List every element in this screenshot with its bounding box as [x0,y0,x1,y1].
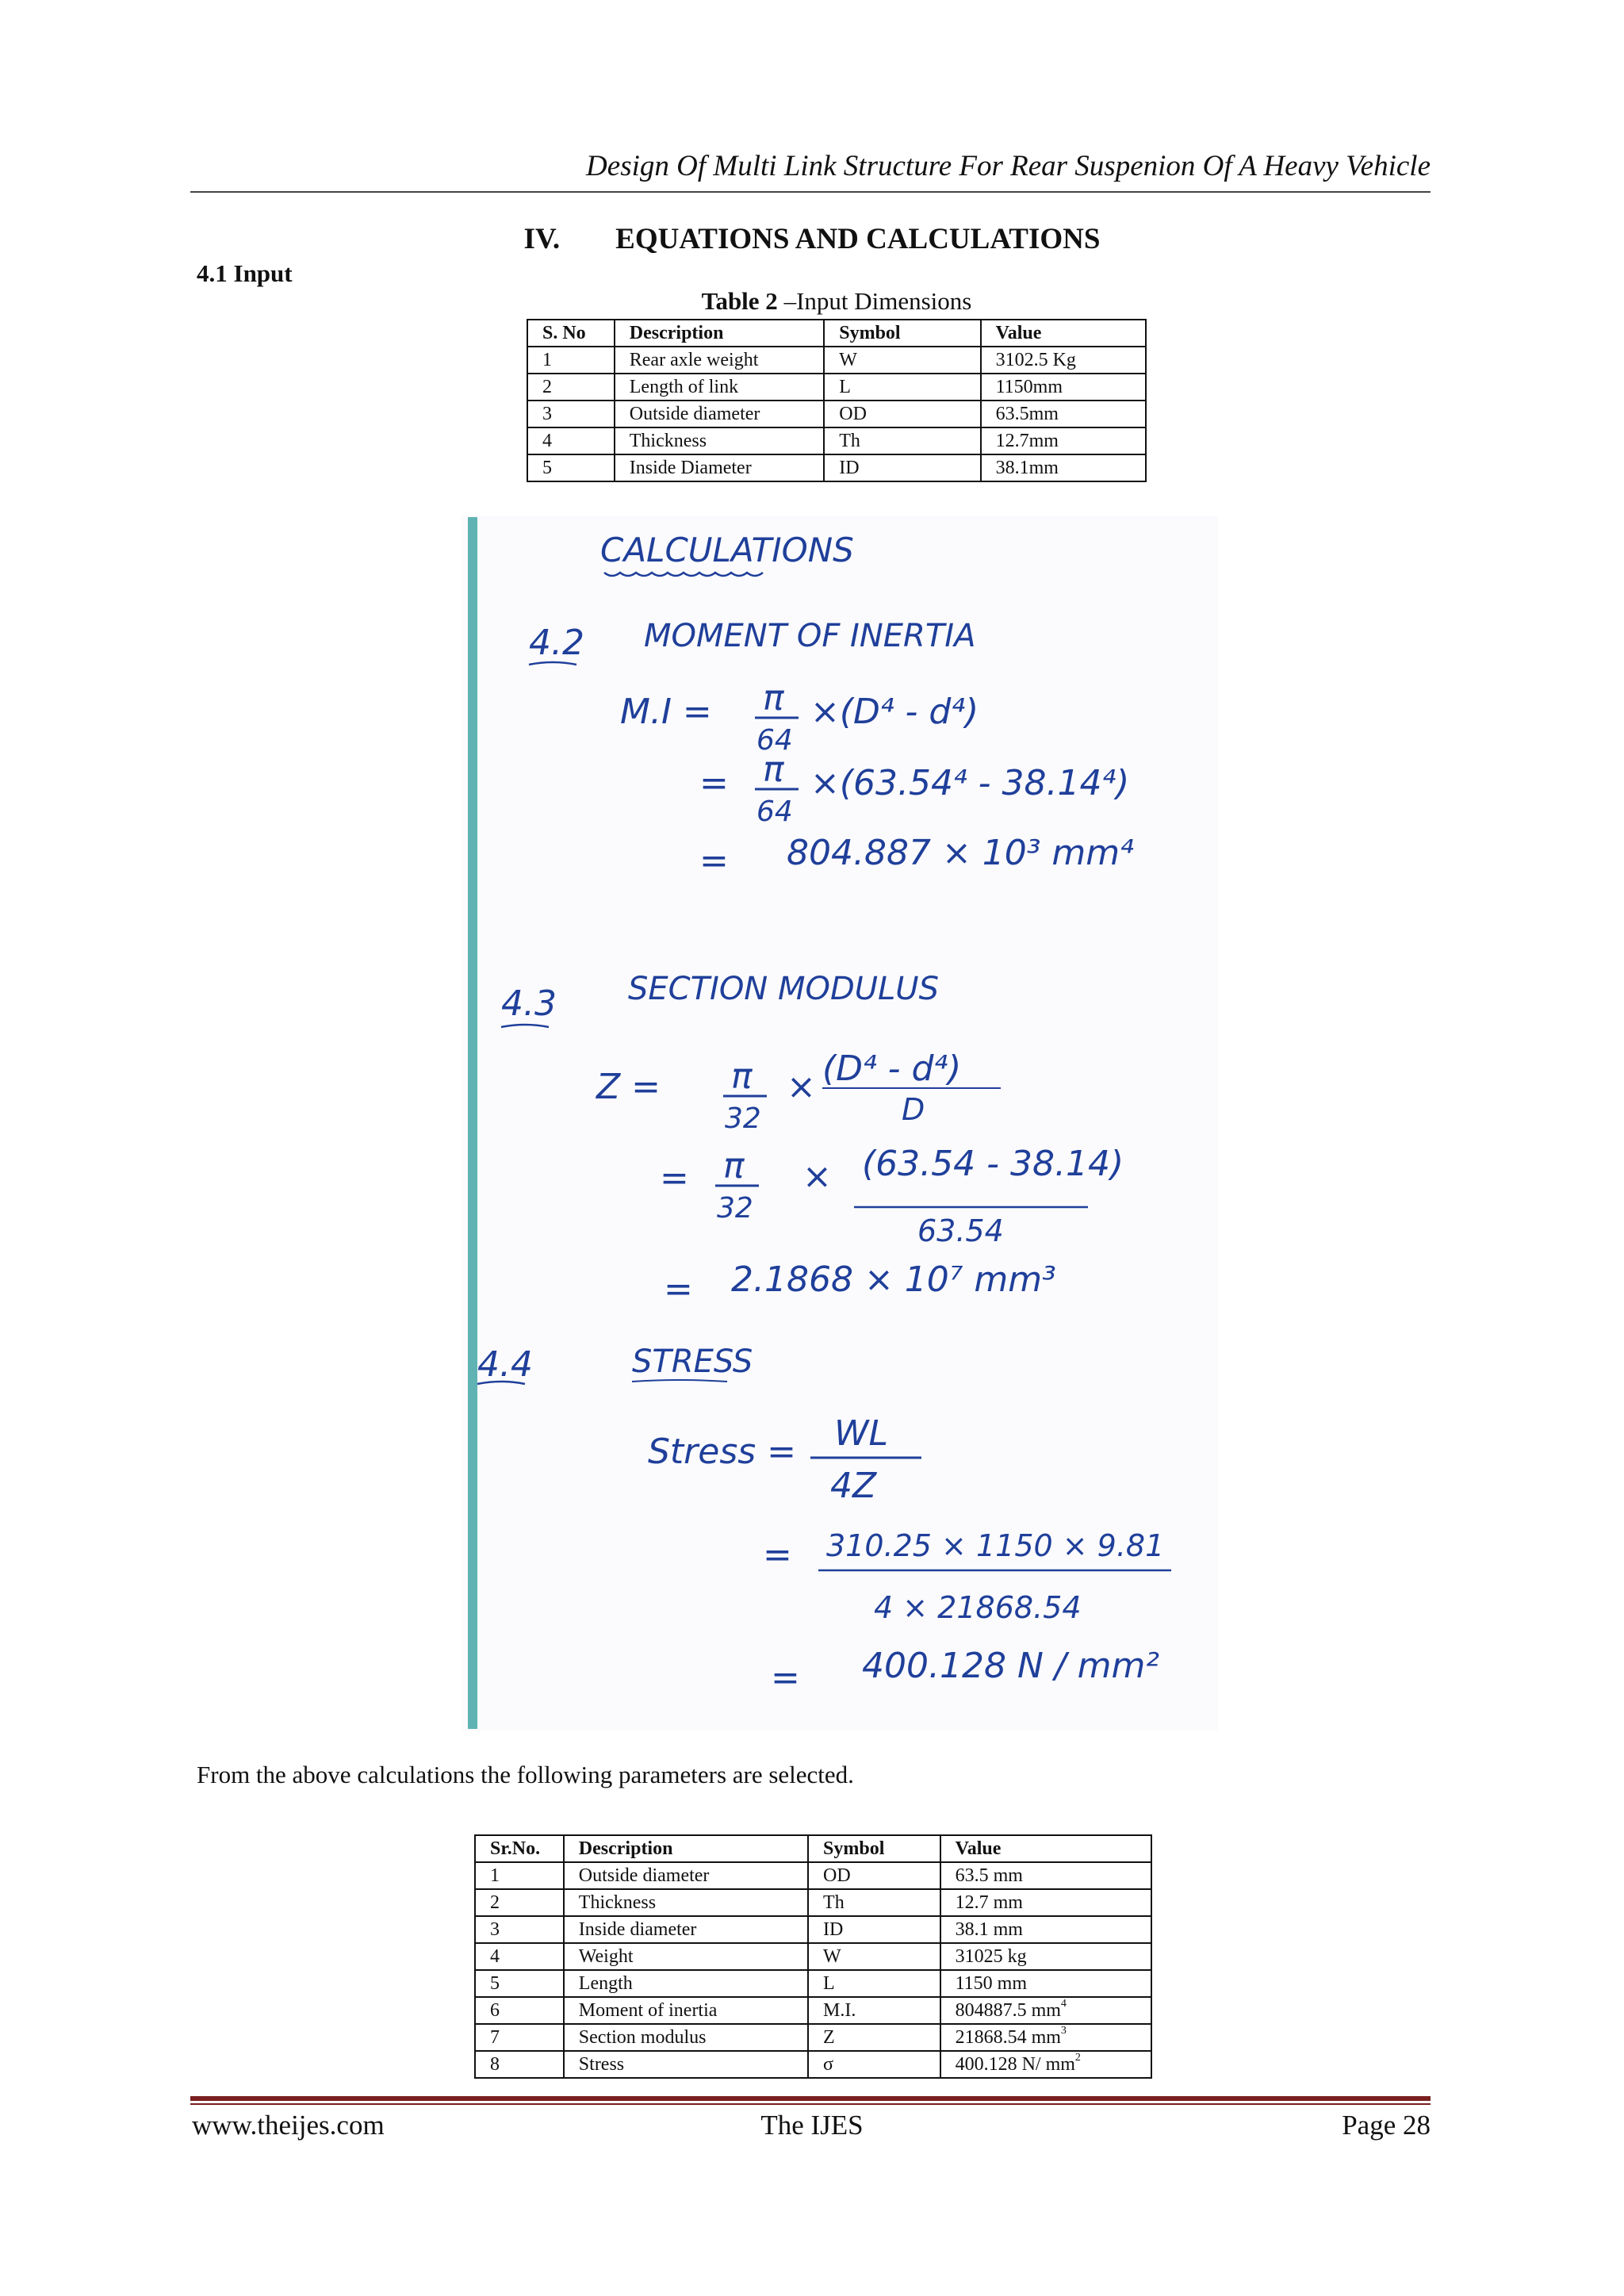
selected-parameters-table [474,1834,1152,2079]
table-cell: Weight [564,1943,808,1970]
table-cell: 63.5mm [981,401,1146,427]
table-2-caption [527,287,1147,316]
value-text: 804887.5 mm [955,2000,1061,2021]
stress-substitution-numerator: 310.25 × 1150 × 9.81 [826,1528,1165,1563]
table-header-cell: Sr.No. [475,1835,564,1862]
table-row [527,347,1146,374]
table-row [527,427,1146,454]
mi-pi: π [763,678,784,719]
footer-website: www.theijes.com [192,2110,385,2141]
table-cell: 1150mm [981,374,1146,401]
table-header-cell: Value [940,1835,1151,1862]
footer-page-number: Page 28 [1342,2110,1431,2141]
stress-result: 400.128 N / mm² [862,1646,1160,1686]
table-cell: Moment of inertia [564,1997,808,2024]
value-text: 12.7 mm [955,1892,1023,1913]
value-text: 38.1 mm [955,1919,1023,1940]
value-superscript: 3 [1060,2025,1067,2037]
stress-equals: = [763,1535,792,1575]
stress-substitution-denominator: 4 × 21868.54 [874,1590,1082,1625]
table-cell: OD [808,1862,940,1889]
table-cell [940,2024,1151,2051]
z-divisor: D [902,1092,925,1127]
table-cell [940,1997,1151,2024]
table-cell: M.I. [808,1997,940,2024]
table-cell: 1 [475,1862,564,1889]
table-row [475,2024,1151,2051]
footer-rule [190,2096,1431,2101]
table-row [475,1862,1151,1889]
table-cell: 5 [527,454,615,481]
value-superscript: 2 [1074,2052,1081,2064]
z-pi: π [731,1056,753,1097]
table-header-cell: S. No [527,320,615,347]
table-cell: 4 [475,1943,564,1970]
table-cell: Inside diameter [564,1916,808,1943]
table-cell: Outside diameter [564,1862,808,1889]
table-cell: OD [824,401,980,427]
stress-label: Stress = [648,1432,797,1472]
table-cell: Length [564,1970,808,1997]
calc-section-4-4-number: 4.4 [477,1344,533,1385]
table-header-cell: Description [564,1835,808,1862]
stress-denominator: 4Z [830,1466,877,1506]
table-cell: Thickness [615,427,824,454]
input-dimensions-table [527,319,1147,482]
table-cell: Z [808,2024,940,2051]
table-cell: Section modulus [564,2024,808,2051]
table-row [475,1970,1151,1997]
table-cell: 7 [475,2024,564,2051]
z-denominator-2: 32 [717,1192,753,1225]
calc-section-4-4-title: STRESS [632,1343,753,1380]
table-cell: Stress [564,2051,808,2078]
z-result: 2.1868 × 10⁷ mm³ [731,1259,1056,1300]
calc-section-4-3-number: 4.3 [501,983,557,1024]
table-row [527,401,1146,427]
table-cell: Th [808,1889,940,1916]
table-row [475,1889,1151,1916]
table-cell [940,1916,1151,1943]
z-substitution-numerator: (63.54 - 38.14) [862,1144,1124,1184]
table-cell [940,1970,1151,1997]
stress-numerator: WL [834,1413,889,1454]
table-cell [940,1889,1151,1916]
z-denominator: 32 [725,1102,761,1135]
table-cell: L [824,374,980,401]
z-label: Z = [596,1067,661,1107]
table-cell: 1 [527,347,615,374]
footer-rule-thin [190,2103,1431,2105]
table-cell: ID [824,454,980,481]
mi-denominator: 64 [756,724,793,757]
mi-equals: = [699,763,729,803]
mi-expression: ×(D⁴ - d⁴) [810,692,979,732]
table-cell: W [824,347,980,374]
table-cell: L [808,1970,940,1997]
table-cell: Outside diameter [615,401,824,427]
value-text: 400.128 N/ mm [955,2054,1075,2075]
z-substitution-denominator: 63.54 [917,1213,1004,1248]
table-cell: 2 [475,1889,564,1916]
table-cell: 3102.5 Kg [981,347,1146,374]
value-text: 31025 kg [955,1946,1027,1967]
table-cell: 8 [475,2051,564,2078]
table-cell: 6 [475,1997,564,2024]
value-superscript: 4 [1060,1998,1067,2010]
table-cell [940,2051,1151,2078]
table-header-row [527,320,1146,347]
table-cell: Length of link [615,374,824,401]
header-rule [190,191,1431,193]
table-cell: Rear axle weight [615,347,824,374]
table-cell [940,1943,1151,1970]
table-cell: 5 [475,1970,564,1997]
table-cell: ID [808,1916,940,1943]
table-row [527,454,1146,481]
table-header-row [475,1835,1151,1862]
photo-edge-strip [468,517,477,1729]
section-number: IV. [523,223,561,255]
z-times-2: × [802,1156,832,1197]
z-equals: = [660,1158,689,1198]
mi-label: M.I = [620,692,712,732]
calc-section-4-3-title: SECTION MODULUS [628,971,939,1007]
table-cell: 4 [527,427,615,454]
table-2-caption-text: –Input Dimensions [777,287,972,315]
handwritten-calculations-image [462,516,1218,1731]
table-2-caption-label: Table 2 [701,287,778,315]
footer-journal: The IJES [760,2110,864,2141]
table-cell: 3 [527,401,615,427]
table-header-cell: Symbol [808,1835,940,1862]
table-cell: W [808,1943,940,1970]
table-row [475,1916,1151,1943]
table-cell: 12.7mm [981,427,1146,454]
running-head: Design Of Multi Link Structure For Rear Suspenion Of A Heavy Vehicle [586,150,1431,182]
table-cell: Th [824,427,980,454]
value-text: 63.5 mm [955,1865,1023,1886]
table-header-cell: Value [981,320,1146,347]
section-title [0,222,1624,256]
table-cell [940,1862,1151,1889]
table-row [475,1943,1151,1970]
value-text: 1150 mm [955,1973,1028,1994]
table-row [475,2051,1151,2078]
mi-pi-2: π [763,749,784,790]
table-cell: 38.1mm [981,454,1146,481]
table-cell: Thickness [564,1889,808,1916]
stress-equals-2: = [771,1658,800,1698]
table-header-cell: Description [615,320,824,347]
calc-section-4-2-number: 4.2 [529,623,584,663]
table-cell: 3 [475,1916,564,1943]
z-pi-2: π [723,1146,745,1186]
table-cell: 2 [527,374,615,401]
body-paragraph: From the above calculations the following parameters are selected. [197,1761,854,1788]
calc-title: CALCULATIONS [600,531,854,569]
mi-denominator-2: 64 [756,795,793,828]
table-row [475,1997,1151,2024]
table-cell: σ [808,2051,940,2078]
table-row [527,374,1146,401]
table-header-cell: Symbol [824,320,980,347]
z-equals-2: = [664,1269,693,1309]
section-title-text: EQUATIONS AND CALCULATIONS [615,223,1101,255]
z-numerator: (D⁴ - d⁴) [822,1048,962,1089]
table-cell: Inside Diameter [615,454,824,481]
subsection-heading: 4.1 Input [197,259,293,287]
mi-equals-2: = [699,841,729,881]
calc-section-4-2-title: MOMENT OF INERTIA [644,618,976,654]
mi-result: 804.887 × 10³ mm⁴ [787,833,1134,873]
value-text: 21868.54 mm [955,2027,1061,2048]
z-times: × [787,1067,816,1107]
mi-substitution: ×(63.54⁴ - 38.14⁴) [810,763,1130,803]
